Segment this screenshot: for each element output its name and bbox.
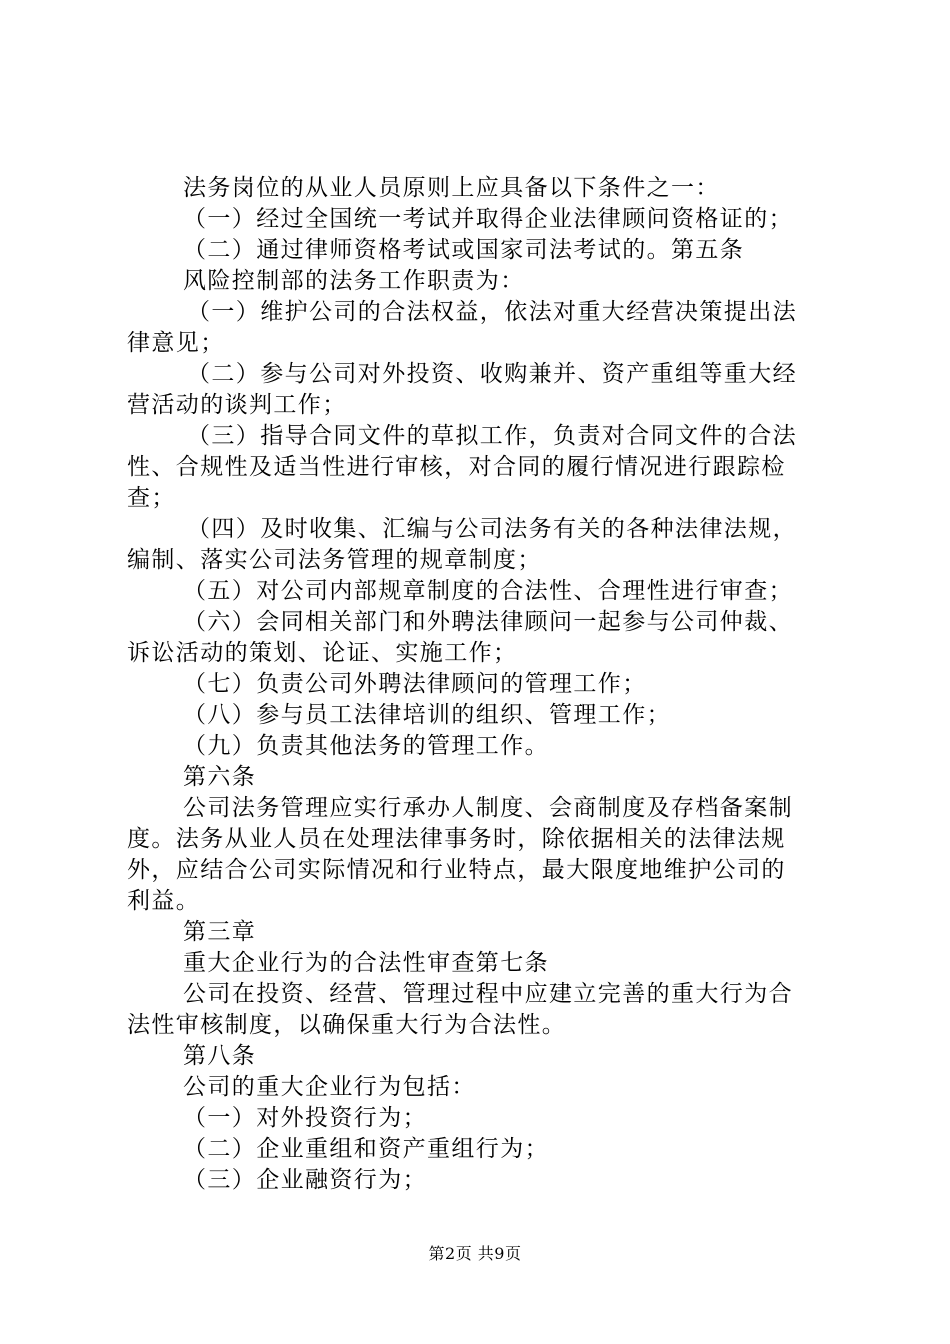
- text-line: （八）参与员工法律培训的组织、管理工作；: [183, 702, 671, 728]
- text-line: 外，应结合公司实际情况和行业特点，最大限度地维护公司的: [127, 857, 786, 883]
- text-line: 查；: [127, 485, 176, 511]
- text-line: 第三章: [183, 919, 257, 945]
- text-line: 公司法务管理应实行承办人制度、会商制度及存档备案制: [183, 795, 793, 821]
- text-line: （一）维护公司的合法权益，依法对重大经营决策提出法: [187, 299, 797, 325]
- text-line: 诉讼活动的策划、论证、实施工作；: [127, 640, 518, 666]
- text-line: （二）企业重组和资产重组行为；: [183, 1136, 549, 1162]
- text-line: （二）参与公司对外投资、收购兼并、资产重组等重大经: [187, 361, 797, 387]
- text-line: 法性审核制度，以确保重大行为合法性。: [127, 1012, 567, 1038]
- text-line: 利益。: [127, 888, 201, 914]
- text-line: （二）通过律师资格考试或国家司法考试的。第五条: [183, 237, 745, 263]
- text-line: （九）负责其他法务的管理工作。: [183, 733, 549, 759]
- text-line: （六）会同相关部门和外聘法律顾问一起参与公司仲裁、: [183, 609, 793, 635]
- text-line: （四）及时收集、汇编与公司法务有关的各种法律法规，: [187, 516, 797, 542]
- text-line: 营活动的谈判工作；: [127, 392, 347, 418]
- text-line: （三）指导合同文件的草拟工作，负责对合同文件的合法: [187, 423, 797, 449]
- text-line: 法务岗位的从业人员原则上应具备以下条件之一：: [183, 175, 720, 201]
- text-line: 公司的重大企业行为包括：: [183, 1074, 476, 1100]
- text-line: （一）对外投资行为；: [183, 1105, 427, 1131]
- text-line: （五）对公司内部规章制度的合法性、合理性进行审查；: [183, 578, 793, 604]
- text-line: （一）经过全国统一考试并取得企业法律顾问资格证的；: [183, 206, 793, 232]
- text-line: 编制、落实公司法务管理的规章制度；: [127, 547, 542, 573]
- document-body: [127, 173, 827, 1196]
- text-line: 公司在投资、经营、管理过程中应建立完善的重大行为合: [183, 981, 793, 1007]
- text-line: 风险控制部的法务工作职责为：: [183, 268, 525, 294]
- text-line: 性、合规性及适当性进行审核，对合同的履行情况进行跟踪检: [127, 454, 786, 480]
- page-footer: 第2页 共9页: [428, 1244, 522, 1263]
- text-line: 重大企业行为的合法性审查第七条: [183, 950, 549, 976]
- text-line: 律意见；: [127, 330, 225, 356]
- text-line: （三）企业融资行为；: [183, 1167, 427, 1193]
- text-line: 度。法务从业人员在处理法律事务时，除依据相关的法律法规: [127, 826, 786, 852]
- text-line: 第八条: [183, 1043, 257, 1069]
- text-line: 第六条: [183, 764, 257, 790]
- text-line: （七）负责公司外聘法律顾问的管理工作；: [183, 671, 647, 697]
